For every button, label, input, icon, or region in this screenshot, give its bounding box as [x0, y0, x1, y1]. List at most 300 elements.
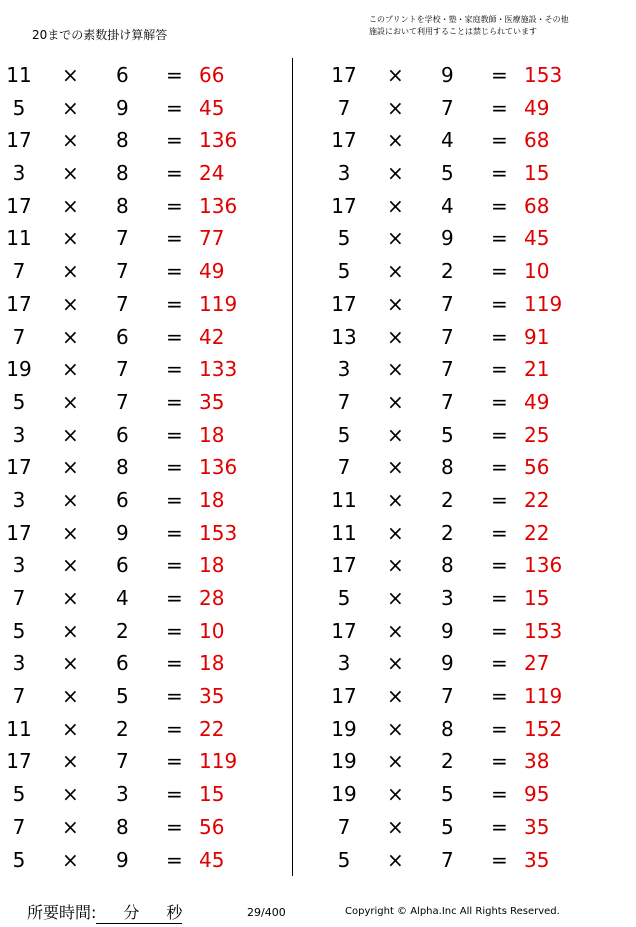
multiplier: 7	[116, 749, 129, 774]
multiplicand: 17	[6, 455, 32, 480]
multiplier: 7	[441, 684, 454, 709]
multiplicand: 5	[12, 95, 26, 120]
multiplier: 9	[116, 847, 129, 872]
times-sign: ×	[387, 63, 404, 87]
multiplicand: 5	[12, 847, 26, 872]
times-sign: ×	[387, 193, 404, 218]
multiplier: 5	[441, 161, 454, 186]
multiplicand: 17	[331, 193, 357, 218]
equals-sign: =	[491, 749, 508, 774]
equals-sign: =	[491, 553, 508, 578]
answer: 56	[524, 455, 550, 480]
equals-sign: =	[166, 128, 183, 153]
answer: 27	[524, 651, 550, 676]
multiplicand: 3	[12, 651, 26, 676]
answer: 136	[524, 553, 563, 578]
problem-row	[0, 614, 300, 647]
times-sign: ×	[62, 684, 79, 709]
equals-sign: =	[166, 357, 183, 382]
column-divider	[292, 58, 293, 876]
equals-sign: =	[491, 291, 508, 316]
problem-row	[0, 91, 300, 124]
multiplier: 6	[116, 651, 129, 676]
equals-sign: =	[491, 651, 508, 676]
times-sign: ×	[387, 161, 404, 186]
multiplier: 5	[441, 814, 454, 839]
multiplicand: 5	[337, 586, 351, 610]
multiplicand: 17	[6, 128, 32, 153]
answer: 136	[199, 128, 238, 153]
multiplicand: 7	[337, 455, 351, 480]
problem-row	[0, 385, 300, 418]
answer: 21	[524, 357, 550, 382]
problem-row	[325, 385, 625, 418]
equals-sign: =	[166, 684, 183, 709]
equals-sign: =	[491, 161, 508, 186]
equals-sign: =	[491, 847, 508, 872]
times-sign: ×	[387, 586, 404, 610]
multiplier: 4	[441, 193, 454, 218]
equals-sign: =	[491, 618, 508, 643]
times-sign: ×	[62, 161, 79, 186]
multiplicand: 7	[337, 814, 351, 839]
times-sign: ×	[62, 63, 79, 87]
equals-sign: =	[491, 586, 508, 610]
times-sign: ×	[387, 324, 404, 349]
equals-sign: =	[491, 357, 508, 382]
multiplier: 2	[441, 749, 454, 774]
answer: 35	[199, 389, 225, 414]
times-sign: ×	[62, 389, 79, 414]
times-sign: ×	[387, 291, 404, 316]
multiplicand: 19	[331, 782, 357, 807]
multiplicand: 13	[331, 324, 357, 349]
times-sign: ×	[387, 455, 404, 480]
times-sign: ×	[387, 553, 404, 578]
multiplier: 2	[441, 487, 454, 512]
times-sign: ×	[387, 814, 404, 839]
multiplier: 9	[441, 651, 454, 676]
multiplier: 6	[116, 553, 129, 578]
multiplier: 6	[116, 324, 129, 349]
answer: 49	[199, 259, 225, 284]
problem-row	[325, 287, 625, 320]
multiplicand: 7	[12, 586, 26, 610]
times-sign: ×	[387, 847, 404, 872]
problem-row	[0, 777, 300, 810]
problem-row	[325, 777, 625, 810]
multiplicand: 11	[6, 226, 32, 251]
equals-sign: =	[166, 553, 183, 578]
times-sign: ×	[387, 651, 404, 676]
problem-row	[0, 58, 300, 91]
problem-column-left	[0, 58, 300, 875]
multiplicand: 7	[12, 259, 26, 284]
multiplicand: 3	[337, 161, 351, 186]
equals-sign: =	[166, 814, 183, 839]
times-sign: ×	[387, 684, 404, 709]
multiplier: 7	[116, 226, 129, 251]
times-sign: ×	[387, 226, 404, 251]
multiplier: 8	[116, 161, 129, 186]
multiplier: 4	[441, 128, 454, 153]
equals-sign: =	[166, 389, 183, 414]
problem-row	[325, 320, 625, 353]
multiplier: 6	[116, 487, 129, 512]
multiplicand: 17	[331, 553, 357, 578]
problem-row	[325, 516, 625, 549]
multiplier: 5	[441, 422, 454, 447]
equals-sign: =	[166, 193, 183, 218]
equals-sign: =	[166, 520, 183, 545]
multiplier: 2	[441, 259, 454, 284]
problem-row	[325, 679, 625, 712]
multiplicand: 7	[12, 814, 26, 839]
times-sign: ×	[387, 128, 404, 153]
equals-sign: =	[166, 651, 183, 676]
answer: 153	[524, 618, 563, 643]
times-sign: ×	[62, 455, 79, 480]
answer: 119	[199, 749, 238, 774]
answer: 10	[524, 259, 550, 284]
times-sign: ×	[62, 193, 79, 218]
multiplier: 6	[116, 63, 129, 87]
problem-row	[0, 744, 300, 777]
multiplicand: 5	[12, 782, 26, 807]
times-sign: ×	[62, 847, 79, 872]
multiplicand: 7	[337, 389, 351, 414]
answer: 152	[524, 716, 563, 741]
multiplier: 7	[441, 357, 454, 382]
answer: 136	[199, 193, 238, 218]
problem-row	[0, 646, 300, 679]
time-required	[27, 900, 182, 924]
multiplicand: 3	[12, 487, 26, 512]
multiplier: 8	[116, 455, 129, 480]
usage-notice-line-2: 施設において利用することは禁じられています	[369, 27, 537, 36]
problem-row	[0, 810, 300, 843]
answer: 66	[199, 63, 225, 87]
multiplicand: 17	[6, 193, 32, 218]
multiplier: 3	[441, 586, 454, 610]
problem-row	[325, 843, 625, 876]
times-sign: ×	[62, 422, 79, 447]
problem-row	[0, 221, 300, 254]
multiplicand: 7	[12, 324, 26, 349]
problem-row	[325, 221, 625, 254]
answer: 35	[199, 684, 225, 709]
equals-sign: =	[491, 95, 508, 120]
answer: 42	[199, 324, 225, 349]
answer: 153	[199, 520, 238, 545]
equals-sign: =	[491, 324, 508, 349]
answer: 45	[199, 95, 225, 120]
equals-sign: =	[166, 618, 183, 643]
equals-sign: =	[491, 520, 508, 545]
times-sign: ×	[62, 291, 79, 316]
problem-row	[0, 320, 300, 353]
answer: 24	[199, 161, 225, 186]
answer: 15	[524, 586, 550, 610]
equals-sign: =	[166, 63, 183, 87]
multiplicand: 3	[12, 161, 26, 186]
answer: 136	[199, 455, 238, 480]
equals-sign: =	[491, 128, 508, 153]
multiplicand: 5	[12, 389, 26, 414]
multiplicand: 5	[337, 226, 351, 251]
multiplier: 8	[441, 553, 454, 578]
multiplicand: 3	[12, 422, 26, 447]
multiplier: 9	[441, 618, 454, 643]
answer: 22	[199, 716, 225, 741]
answer: 45	[524, 226, 550, 251]
multiplicand: 19	[331, 749, 357, 774]
equals-sign: =	[491, 487, 508, 512]
answer: 18	[199, 651, 225, 676]
problem-row	[0, 516, 300, 549]
answer: 119	[199, 291, 238, 316]
answer: 35	[524, 814, 550, 839]
answer: 18	[199, 422, 225, 447]
equals-sign: =	[166, 716, 183, 741]
answer: 91	[524, 324, 550, 349]
multiplicand: 3	[337, 357, 351, 382]
problem-column-right	[325, 58, 625, 875]
problem-row	[325, 352, 625, 385]
times-sign: ×	[62, 749, 79, 774]
usage-notice-line-1: このプリントを学校・塾・家庭教師・医療施設・その他	[369, 15, 569, 24]
answer: 56	[199, 814, 225, 839]
times-sign: ×	[387, 389, 404, 414]
answer: 15	[524, 161, 550, 186]
problem-row	[0, 418, 300, 451]
equals-sign: =	[166, 226, 183, 251]
problem-row	[325, 123, 625, 156]
problem-row	[325, 418, 625, 451]
equals-sign: =	[491, 63, 508, 87]
times-sign: ×	[387, 259, 404, 284]
problem-row	[0, 712, 300, 745]
multiplier: 6	[116, 422, 129, 447]
problem-row	[0, 843, 300, 876]
problem-row	[325, 548, 625, 581]
answer: 18	[199, 553, 225, 578]
multiplier: 4	[116, 586, 129, 610]
answer: 18	[199, 487, 225, 512]
time-entry-field	[96, 900, 182, 924]
multiplicand: 17	[6, 520, 32, 545]
times-sign: ×	[62, 357, 79, 382]
multiplier: 8	[441, 716, 454, 741]
problem-row	[325, 156, 625, 189]
problem-row	[325, 712, 625, 745]
equals-sign: =	[491, 259, 508, 284]
multiplier: 7	[116, 357, 129, 382]
equals-sign: =	[491, 226, 508, 251]
problem-row	[0, 287, 300, 320]
copyright-notice: Copyright © Alpha.Inc All Rights Reserved.	[345, 906, 560, 917]
answer: 153	[524, 63, 563, 87]
problem-row	[0, 123, 300, 156]
multiplicand: 17	[331, 128, 357, 153]
multiplicand: 17	[331, 63, 357, 87]
multiplier: 7	[116, 389, 129, 414]
equals-sign: =	[491, 684, 508, 709]
multiplicand: 17	[331, 291, 357, 316]
answer: 49	[524, 389, 550, 414]
answer: 95	[524, 782, 550, 807]
times-sign: ×	[62, 324, 79, 349]
times-sign: ×	[62, 814, 79, 839]
problem-row	[325, 614, 625, 647]
problem-row	[0, 189, 300, 222]
times-sign: ×	[62, 618, 79, 643]
multiplier: 5	[116, 684, 129, 709]
equals-sign: =	[491, 455, 508, 480]
equals-sign: =	[491, 716, 508, 741]
multiplier: 9	[441, 63, 454, 87]
multiplier: 7	[441, 291, 454, 316]
times-sign: ×	[62, 487, 79, 512]
multiplier: 8	[441, 455, 454, 480]
answer: 38	[524, 749, 550, 774]
equals-sign: =	[166, 324, 183, 349]
times-sign: ×	[62, 95, 79, 120]
multiplicand: 19	[6, 357, 32, 382]
equals-sign: =	[166, 422, 183, 447]
usage-notice	[369, 14, 619, 38]
answer: 22	[524, 520, 550, 545]
answer: 15	[199, 782, 225, 807]
equals-sign: =	[166, 455, 183, 480]
problem-row	[325, 91, 625, 124]
multiplier: 8	[116, 814, 129, 839]
equals-sign: =	[491, 814, 508, 839]
problem-row	[0, 548, 300, 581]
answer: 119	[524, 291, 563, 316]
times-sign: ×	[387, 716, 404, 741]
multiplier: 8	[116, 193, 129, 218]
multiplicand: 5	[337, 422, 351, 447]
problem-row	[325, 810, 625, 843]
problem-row	[0, 450, 300, 483]
answer: 45	[199, 847, 225, 872]
problem-row	[0, 679, 300, 712]
multiplier: 8	[116, 128, 129, 153]
times-sign: ×	[387, 95, 404, 120]
equals-sign: =	[166, 259, 183, 284]
multiplicand: 19	[331, 716, 357, 741]
multiplier: 3	[116, 782, 129, 807]
times-sign: ×	[387, 422, 404, 447]
problem-row	[0, 581, 300, 614]
multiplicand: 7	[12, 684, 26, 709]
multiplicand: 11	[6, 716, 32, 741]
problem-row	[0, 254, 300, 287]
problem-row	[325, 450, 625, 483]
times-sign: ×	[62, 651, 79, 676]
multiplicand: 17	[6, 291, 32, 316]
equals-sign: =	[166, 95, 183, 120]
times-sign: ×	[387, 520, 404, 545]
times-sign: ×	[387, 618, 404, 643]
times-sign: ×	[62, 782, 79, 807]
answer: 77	[199, 226, 225, 251]
page-indicator: 29/400	[247, 906, 286, 919]
times-sign: ×	[387, 357, 404, 382]
multiplicand: 11	[331, 487, 357, 512]
problem-row	[325, 581, 625, 614]
problem-row	[0, 156, 300, 189]
multiplicand: 5	[337, 259, 351, 284]
times-sign: ×	[62, 520, 79, 545]
equals-sign: =	[166, 749, 183, 774]
multiplier: 9	[116, 95, 129, 120]
multiplicand: 3	[12, 553, 26, 578]
multiplicand: 11	[6, 63, 32, 87]
equals-sign: =	[166, 586, 183, 610]
equals-sign: =	[491, 389, 508, 414]
problem-row	[325, 189, 625, 222]
times-sign: ×	[62, 226, 79, 251]
multiplier: 7	[441, 324, 454, 349]
multiplier: 7	[441, 847, 454, 872]
times-sign: ×	[62, 128, 79, 153]
multiplicand: 11	[331, 520, 357, 545]
answer: 22	[524, 487, 550, 512]
multiplier: 5	[441, 782, 454, 807]
equals-sign: =	[491, 422, 508, 447]
multiplier: 7	[441, 95, 454, 120]
problem-row	[325, 646, 625, 679]
answer: 49	[524, 95, 550, 120]
minutes-label: 分	[123, 903, 140, 922]
times-sign: ×	[62, 586, 79, 610]
multiplicand: 3	[337, 651, 351, 676]
answer: 68	[524, 193, 550, 218]
problem-row	[325, 254, 625, 287]
multiplier: 7	[441, 389, 454, 414]
times-sign: ×	[62, 716, 79, 741]
equals-sign: =	[491, 193, 508, 218]
equals-sign: =	[491, 782, 508, 807]
multiplicand: 5	[337, 847, 351, 872]
equals-sign: =	[166, 487, 183, 512]
multiplier: 9	[116, 520, 129, 545]
times-sign: ×	[62, 553, 79, 578]
problem-row	[0, 352, 300, 385]
equals-sign: =	[166, 782, 183, 807]
answer: 28	[199, 586, 225, 610]
multiplicand: 5	[12, 618, 26, 643]
answer: 68	[524, 128, 550, 153]
answer: 119	[524, 684, 563, 709]
times-sign: ×	[387, 782, 404, 807]
answer: 133	[199, 357, 238, 382]
seconds-label: 秒	[166, 903, 183, 922]
multiplicand: 17	[331, 618, 357, 643]
times-sign: ×	[62, 259, 79, 284]
problem-row	[325, 58, 625, 91]
multiplicand: 7	[337, 95, 351, 120]
multiplier: 7	[116, 259, 129, 284]
worksheet-title: 20までの素数掛け算解答	[32, 28, 168, 42]
multiplier: 2	[441, 520, 454, 545]
answer: 10	[199, 618, 225, 643]
multiplier: 7	[116, 291, 129, 316]
times-sign: ×	[387, 487, 404, 512]
answer: 35	[524, 847, 550, 872]
